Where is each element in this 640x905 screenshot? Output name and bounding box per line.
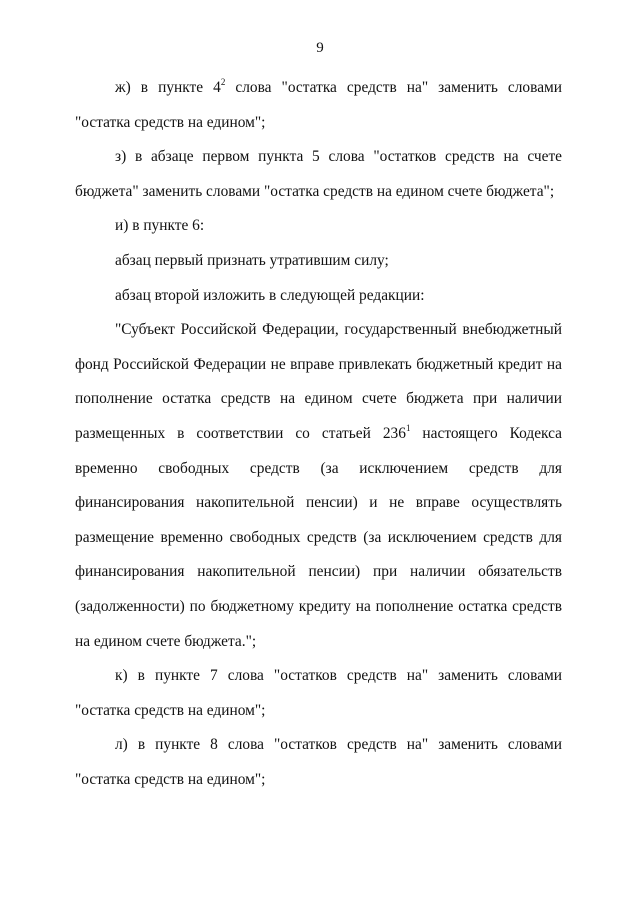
- paragraph-abzac-2: [75, 279, 562, 314]
- paragraph-text-after: настоящего Кодекса временно свободных средств (за исключением средств для финансирования накопительной пенсии) и не вправе осуществлять размещение временно свободных средств (за исключением средств для финансирования накопительной пенсии) при наличии обязательств (задолженности) по бюджетному кредиту на пополнение остатка средств на едином счете бюджета.";: [75, 424, 562, 650]
- paragraph-i: [75, 209, 562, 244]
- paragraph-l: [75, 728, 562, 797]
- paragraph-text: л) в пункте 8 слова "остатков средств на" заменить словами "остатка средств на едином";: [75, 736, 562, 788]
- paragraph-abzac-1: [75, 244, 562, 279]
- paragraph-text: к) в пункте 7 слова "остатков средств на" заменить словами "остатка средств на едином";: [75, 667, 562, 719]
- paragraph-text: и) в пункте 6:: [115, 217, 205, 235]
- page-number: 9: [316, 40, 324, 56]
- paragraph-k: [75, 659, 562, 728]
- paragraph-zh: [75, 71, 562, 140]
- paragraph-text: "Субъект Российской Федерации, государственный внебюджетный фонд Российской Федерации не вправе привлекать бюджетный кредит на пополнение остатка средств на едином счете бюджета при наличии размещенных в соответствии со статьей 236: [75, 321, 562, 442]
- superscript: 2: [220, 77, 226, 87]
- paragraph-text: з) в абзаце первом пункта 5 слова "остатков средств на счете бюджета" заменить словами "остатка средств на едином счете бюджета";: [75, 148, 562, 200]
- paragraph-text-after: слова "остатка средств на" заменить словами "остатка средств на едином";: [75, 79, 562, 131]
- paragraph-text: абзац второй изложить в следующей редакции:: [115, 286, 425, 304]
- superscript: 1: [405, 422, 411, 433]
- paragraph-text: абзац первый признать утратившим силу;: [115, 251, 389, 269]
- paragraph-text: ж) в пункте 4: [115, 79, 221, 96]
- paragraph-quote: [75, 313, 562, 659]
- paragraph-z: [75, 140, 562, 209]
- document-body: [75, 71, 562, 797]
